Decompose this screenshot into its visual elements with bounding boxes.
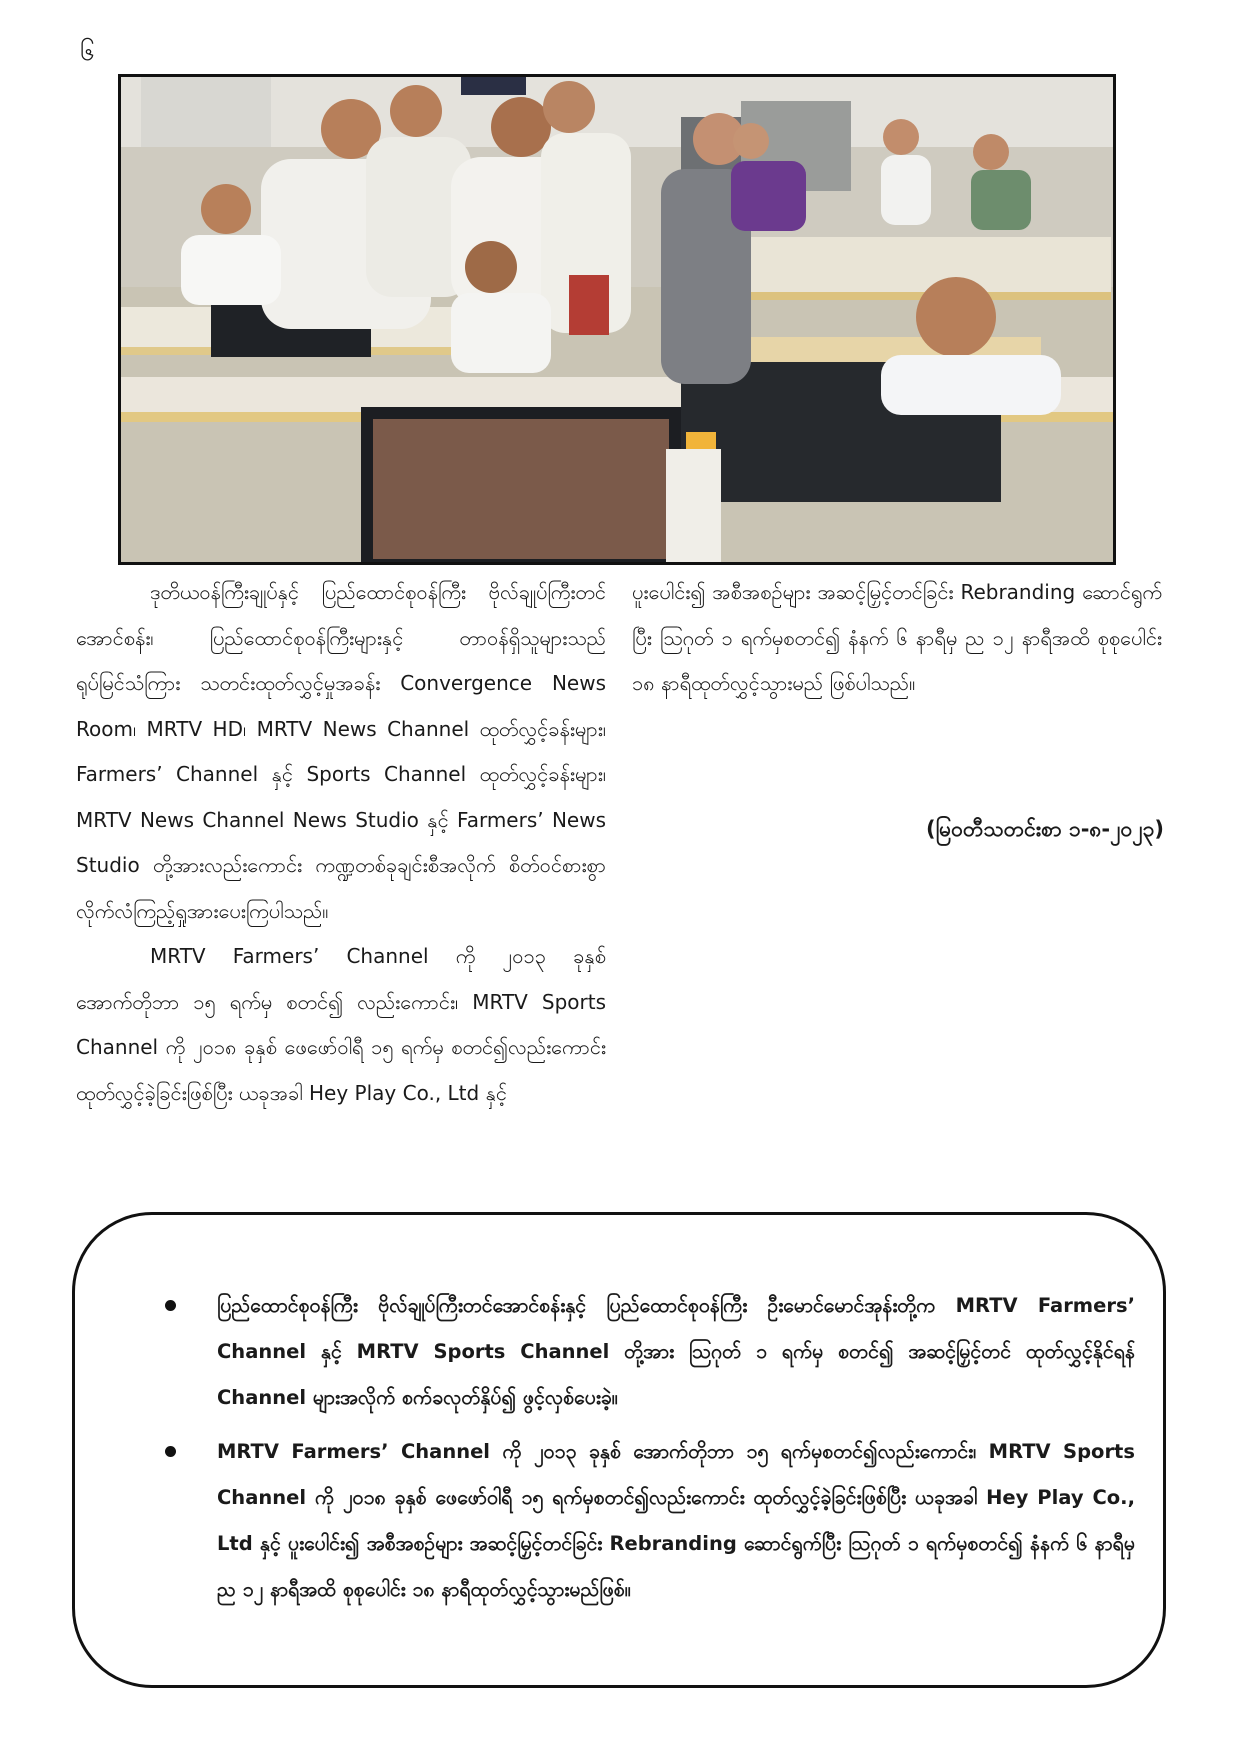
article-source: (မြဝတီသတင်းစာ ၁-၈-၂၀၂၃) bbox=[926, 817, 1164, 841]
article-paragraph-1: ဒုတိယဝန်ကြီးချုပ်နှင့် ပြည်ထောင်စုဝန်ကြီး ဗိုလ်ချုပ်ကြီးတင်အောင်စန်း၊ ပြည်ထောင်စုဝန်ကြီးများနှင့် တာဝန်ရှိသူများသည် ရုပ်မြင်သံကြား သတင်းထုတ်လွှင့်မှုအခန်း Convergence News Room၊ MRTV HD၊ MRTV News Channel ထုတ်လွှင့်ခန်းများ၊ Farmers’ Channel နှင့် Sports Channel ထုတ်လွှင့်ခန်းများ၊ MRTV News Channel News Studio နှင့် Farmers’ News Studio တို့အားလည်းကောင်း ကဏ္ဍတစ်ခုချင်းစီအလိုက် စိတ်ဝင်စားစွာ လိုက်လံကြည့်ရှုအားပေးကြပါသည်။ bbox=[76, 580, 606, 923]
article-paragraph-2: MRTV Farmers’ Channel ကို ၂၀၁၃ ခုနှစ် အောက်တိုဘာ ၁၅ ရက်မှ စတင်၍ လည်းကောင်း၊ MRTV Sports Channel ကို ၂၀၁၈ ခုနှစ် ဖေဖော်ဝါရီ ၁၅ ရက်မှ စတင်၍လည်းကောင်း ထုတ်လွှင့်ခဲ့ခြင်းဖြစ်ပြီး ယခုအခါ Hey Play Co., Ltd နှင့် bbox=[76, 944, 606, 1105]
article-right-column bbox=[632, 570, 1162, 707]
article-paragraph-3: ပူးပေါင်း၍ အစီအစဉ်များ အဆင့်မြှင့်တင်ခြင်း Rebranding ဆောင်ရွက်ပြီး ဩဂုတ် ၁ ရက်မှစတင်၍ နံနက် ၆ နာရီမှ ည ၁၂ နာရီအထိ စုစုပေါင်း ၁၈ နာရီထုတ်လွှင့်သွားမည် ဖြစ်ပါသည်။ bbox=[632, 580, 1162, 695]
news-photo bbox=[118, 74, 1116, 565]
newsroom-visit-illustration bbox=[121, 77, 1113, 562]
summary-bullet-text: MRTV Farmers’ Channel ကို ၂၀၁၃ ခုနှစ် အောက်တိုဘာ ၁၅ ရက်မှစတင်၍လည်းကောင်း၊ MRTV Sports Channel ကို ၂၀၁၈ ခုနှစ် ဖေဖော်ဝါရီ ၁၅ ရက်မှစတင်၍လည်းကောင်း ထုတ်လွှင့်ခဲ့ခြင်းဖြစ်ပြီး ယခုအခါ Hey Play Co., Ltd နှင့် ပူးပေါင်း၍ အစီအစဉ်များ အဆင့်မြှင့်တင်ခြင်း Rebranding ဆောင်ရွက်ပြီး ဩဂုတ် ၁ ရက်မှစတင်၍ နံနက် ၆ နာရီမှ ည ၁၂ နာရီအထိ စုစုပေါင်း ၁၈ နာရီထုတ်လွှင့်သွားမည်ဖြစ်။ bbox=[217, 1440, 1135, 1601]
summary-box bbox=[72, 1212, 1166, 1688]
page-number: ၆ bbox=[80, 37, 95, 67]
article-left-column bbox=[76, 570, 606, 1116]
summary-bullet-list bbox=[145, 1283, 1135, 1621]
summary-bullet-text: ပြည်ထောင်စုဝန်ကြီး ဗိုလ်ချုပ်ကြီးတင်အောင်စန်းနှင့် ပြည်ထောင်စုဝန်ကြီး ဦးမောင်မောင်အုန်းတို့က MRTV Farmers’ Channel နှင့် MRTV Sports Channel တို့အား ဩဂုတ် ၁ ရက်မှ စတင်၍ အဆင့်မြှင့်တင် ထုတ်လွှင့်နိုင်ရန် Channel များအလိုက် စက်ခလုတ်နှိပ်၍ ဖွင့်လှစ်ပေးခဲ့။ bbox=[217, 1294, 1135, 1409]
bullet-icon bbox=[165, 1300, 176, 1311]
bullet-icon bbox=[165, 1446, 176, 1457]
summary-bullet-item bbox=[145, 1283, 1135, 1421]
summary-bullet-item bbox=[145, 1429, 1135, 1613]
